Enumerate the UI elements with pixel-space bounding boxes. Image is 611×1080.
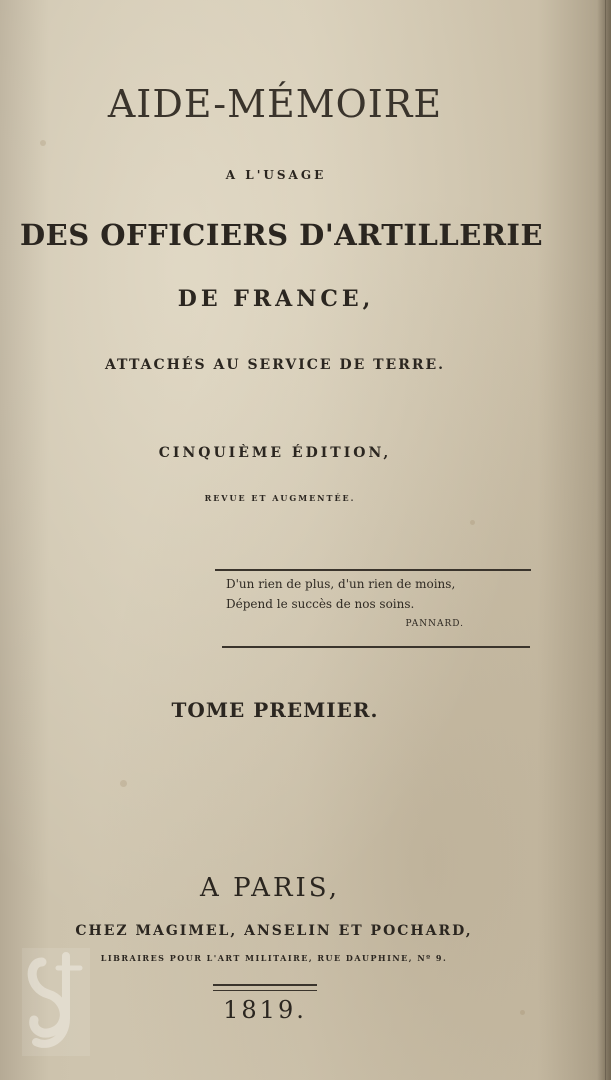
epigraph-author: PANNARD. bbox=[405, 619, 464, 629]
city-line: A PARIS, bbox=[200, 873, 340, 903]
publisher-address-line: LIBRAIRES POUR L'ART MILITAIRE, RUE DAUPHINE, Nº 9. bbox=[100, 953, 448, 963]
volume-line: TOME PREMIER. bbox=[171, 698, 379, 722]
attached-line: ATTACHÉS AU SERVICE DE TERRE. bbox=[104, 357, 446, 373]
subject-line: DES OFFICIERS D'ARTILLERIE bbox=[20, 218, 544, 252]
publisher-line: CHEZ MAGIMEL, ANSELIN ET POCHARD, bbox=[75, 923, 473, 939]
epigraph bbox=[226, 574, 522, 634]
epigraph-top-rule bbox=[215, 569, 531, 571]
foxing-spot bbox=[470, 520, 475, 525]
country-line: DE FRANCE, bbox=[177, 286, 375, 312]
epigraph-line: D'un rien de plus, d'un rien de moins, bbox=[226, 577, 456, 591]
page-edge-shadow bbox=[597, 0, 611, 1080]
year-line: 1819. bbox=[223, 996, 307, 1024]
foxing-spot bbox=[120, 780, 127, 787]
foxing-spot bbox=[520, 1010, 525, 1015]
monogram-watermark-icon bbox=[22, 948, 90, 1056]
book-title: AIDE-MÉMOIRE bbox=[107, 82, 443, 126]
usage-line: A L'USAGE bbox=[225, 168, 327, 182]
imprint-rule-thin bbox=[213, 990, 317, 991]
revised-line: REVUE ET AUGMENTÉE. bbox=[204, 493, 356, 503]
imprint-rule bbox=[213, 984, 317, 986]
foxing-spot bbox=[40, 140, 46, 146]
epigraph-bottom-rule bbox=[222, 646, 530, 648]
epigraph-line: Dépend le succès de nos soins. bbox=[226, 597, 415, 611]
edition-line: CINQUIÈME ÉDITION, bbox=[158, 445, 392, 461]
